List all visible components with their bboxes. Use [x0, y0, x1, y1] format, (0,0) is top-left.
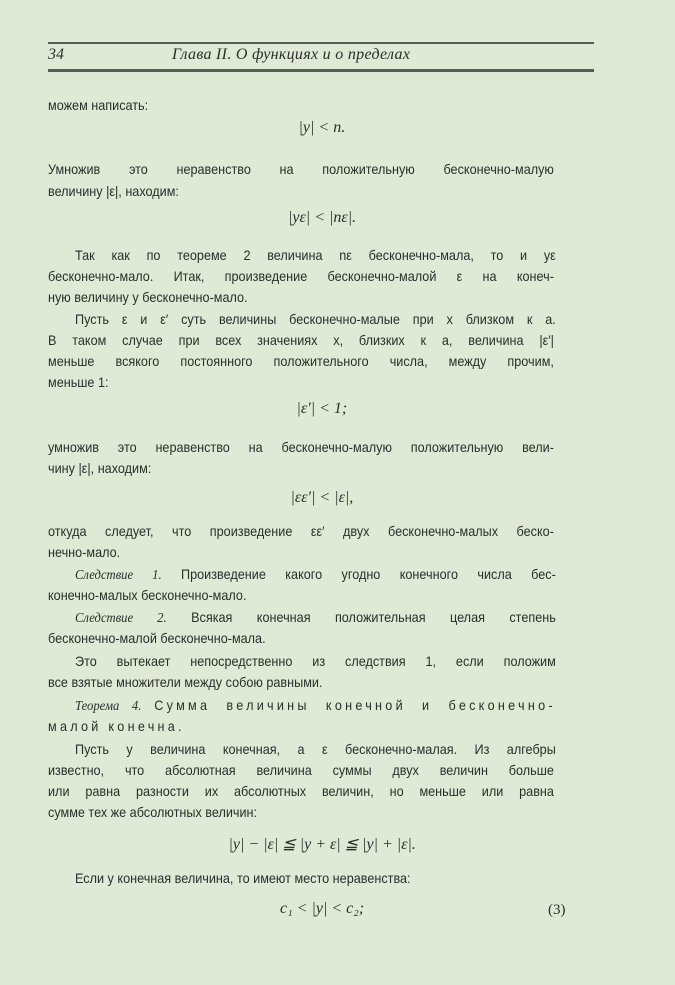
text-line — [48, 289, 554, 307]
line-text: Если y конечная величина, то имеют место неравенства: — [75, 871, 411, 886]
line-text: Так как по теореме 2 величина nε бесконечно-мала, то и yε — [75, 248, 556, 263]
text-line — [75, 653, 556, 671]
text-line — [48, 630, 554, 648]
line-text: величину |ε|, находим: — [48, 184, 179, 199]
line-text: В таком случае при всех значениях x, близких к a, величина |ε′| — [48, 333, 554, 348]
text-line — [48, 374, 554, 392]
text-line — [48, 783, 554, 801]
text-line — [75, 609, 556, 627]
line-text: все взятые множители между собою равными. — [48, 675, 323, 690]
text-line — [48, 97, 554, 115]
line-text: откуда следует, что произведение εε′ двух бесконечно-малых беско- — [48, 524, 554, 539]
formula: |y| < n. — [298, 119, 346, 136]
text-line — [48, 718, 554, 736]
text-line — [75, 566, 556, 584]
header-bottom-rule — [48, 69, 594, 72]
line-text: или равна разности их абсолютных величин, но меньше или равна — [48, 784, 554, 799]
formula: |yε| < |nε|. — [288, 209, 357, 226]
line-text: чину |ε|, находим: — [48, 461, 152, 476]
line-text: ную величину y бесконечно-мало. — [48, 290, 248, 305]
header-top-rule — [48, 42, 594, 44]
line-text: сумме тех же абсолютных величин: — [48, 805, 258, 820]
formula: |ε′| < 1; — [296, 400, 348, 417]
line-text: Это вытекает непосредственно из следствия 1, если положим — [75, 654, 556, 669]
line-text: меньше всякого постоянного положительного числа, между прочим, — [48, 354, 554, 369]
line-text: нечно-мало. — [48, 545, 121, 560]
text-line — [75, 247, 556, 265]
line-text: Пусть ε и ε′ суть величины бесконечно-малые при x близком к a. — [75, 312, 556, 327]
text-line — [75, 870, 556, 888]
text-line — [75, 741, 556, 759]
line-text: Всякая конечная положительная целая степень — [191, 610, 556, 625]
running-header-title: Глава II. О функциях и о пределах — [172, 46, 411, 63]
text-line — [48, 804, 554, 822]
line-text: бесконечно-мало. Итак, произведение бесконечно-малой ε на конеч- — [48, 269, 554, 284]
line-text: Умножив это неравенство на положительную бесконечно-малую — [48, 162, 554, 177]
line-text: Пусть y величина конечная, а ε бесконечно-малая. Из алгебры — [75, 742, 556, 757]
text-line — [75, 311, 556, 329]
line-text: конечно-малых бесконечно-мало. — [48, 588, 247, 603]
text-line — [48, 674, 554, 692]
text-line — [48, 439, 554, 457]
text-line — [48, 268, 554, 286]
line-text: умножив это неравенство на бесконечно-малую положительную вели- — [48, 440, 554, 455]
formula: |y| − |ε| ≦ |y + ε| ≦ |y| + |ε|. — [228, 836, 416, 853]
line-text: меньше 1: — [48, 375, 109, 390]
text-line — [75, 697, 556, 715]
text-line — [48, 523, 554, 541]
text-line — [48, 353, 554, 371]
paragraph-lead: Следствие 2. — [75, 610, 167, 625]
paragraph-lead: Теорема 4. — [75, 698, 142, 713]
line-text: Произведение какого угодно конечного числа бес- — [181, 567, 556, 582]
formula: c₁ < |y| < c₂; — [280, 900, 365, 917]
page-number: 34 — [48, 46, 64, 63]
line-text: известно, что абсолютная величина суммы двух величин больше — [48, 763, 554, 778]
line-text: бесконечно-малой бесконечно-мала. — [48, 631, 266, 646]
equation-number: (3) — [548, 902, 566, 918]
text-line — [48, 332, 554, 350]
text-line — [48, 460, 554, 478]
line-text: малой конечна. — [48, 719, 185, 734]
text-line — [48, 587, 554, 605]
text-line — [48, 161, 554, 179]
paragraph-lead: Следствие 1. — [75, 567, 162, 582]
formula: |εε′| < |ε|, — [290, 489, 354, 506]
text-line — [48, 183, 554, 201]
line-text: Сумма величины конечной и бесконечно- — [154, 698, 556, 713]
text-line — [48, 544, 554, 562]
line-text: можем написать: — [48, 98, 149, 113]
text-line — [48, 762, 554, 780]
